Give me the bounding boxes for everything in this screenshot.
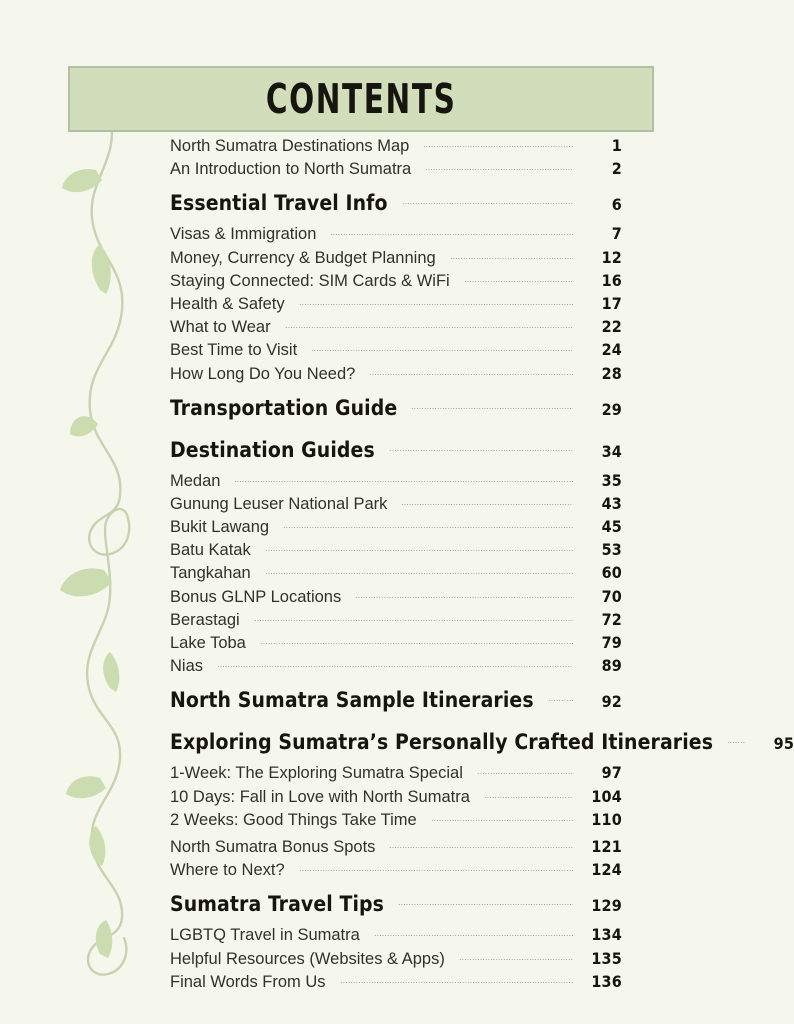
toc-section-label: Sumatra Travel Tips	[170, 892, 385, 917]
toc-leader-dots	[369, 374, 573, 375]
toc-page-number: 28	[601, 363, 622, 383]
toc-page-number: 7	[611, 224, 622, 244]
toc-entry-label: Final Words From Us	[170, 972, 326, 991]
toc-leader-dots	[374, 935, 573, 936]
toc-page-number: 110	[591, 809, 622, 829]
toc-section-label: North Sumatra Sample Itineraries	[170, 688, 534, 713]
toc-entry-label: Gunung Leuser National Park	[170, 494, 388, 513]
toc-entry-row[interactable]	[170, 787, 622, 810]
toc-entry-row[interactable]	[170, 364, 622, 387]
toc-entry-label: Money, Currency & Budget Planning	[170, 248, 436, 267]
toc-page-number: 1	[611, 136, 622, 155]
toc-entry-label: North Sumatra Bonus Spots	[170, 837, 376, 856]
contents-banner	[68, 66, 654, 132]
toc-section-row[interactable]	[170, 438, 622, 471]
toc-section-label: Essential Travel Info	[170, 191, 388, 216]
toc-entry-label: 2 Weeks: Good Things Take Time	[170, 810, 417, 829]
toc-entry-row[interactable]	[170, 340, 622, 363]
toc-entry-label: Where to Next?	[170, 861, 285, 880]
toc-leader-dots	[389, 450, 573, 451]
toc-entry-row[interactable]	[170, 610, 622, 633]
toc-leader-dots	[464, 281, 573, 282]
toc-leader-dots	[401, 504, 573, 505]
toc-entry-row[interactable]	[170, 563, 622, 586]
toc-entry-label: Tangkahan	[170, 564, 251, 583]
toc-leader-dots	[254, 620, 573, 621]
toc-leader-dots	[402, 203, 573, 204]
page-title: CONTENTS	[265, 75, 457, 123]
toc-leader-dots	[299, 304, 573, 305]
toc-entry-label: LGBTQ Travel in Sumatra	[170, 926, 360, 945]
toc-entry-label: Batu Katak	[170, 541, 251, 560]
toc-section-row[interactable]	[170, 892, 622, 925]
toc-entry-row[interactable]	[170, 633, 622, 656]
toc-page-number: 129	[591, 896, 622, 916]
toc-page-number: 70	[601, 586, 622, 606]
toc-section-row[interactable]	[170, 191, 622, 224]
toc-leader-dots	[299, 870, 573, 871]
toc-page-number: 2	[611, 159, 622, 179]
toc-leader-dots	[283, 527, 573, 528]
toc-leader-dots	[285, 327, 573, 328]
toc-leader-dots	[548, 700, 573, 701]
toc-section-label: Destination Guides	[170, 437, 375, 462]
toc-entry-label: North Sumatra Destinations Map	[170, 137, 410, 155]
toc-page-number: 95	[773, 734, 794, 754]
toc-leader-dots	[217, 666, 573, 667]
toc-leader-dots	[260, 643, 573, 644]
toc-section-row[interactable]	[170, 688, 622, 721]
toc-entry-row[interactable]	[170, 925, 622, 948]
toc-entry-label: Lake Toba	[170, 634, 246, 652]
toc-entry-row[interactable]	[170, 949, 622, 972]
toc-entry-row[interactable]	[170, 540, 622, 563]
toc-leader-dots	[477, 773, 573, 774]
toc-leader-dots	[234, 481, 573, 482]
toc-page-number: 121	[591, 836, 622, 856]
toc-leader-dots	[450, 258, 573, 259]
toc-entry-label: Best Time to Visit	[170, 341, 298, 360]
toc-page-number: 104	[591, 786, 622, 806]
toc-page-number: 16	[601, 270, 622, 290]
toc-page-number: 72	[601, 609, 622, 629]
toc-entry-row[interactable]	[170, 471, 622, 494]
toc-entry-row[interactable]	[170, 294, 622, 317]
toc-entry-label: 1-Week: The Exploring Sumatra Special	[170, 764, 463, 783]
toc-leader-dots	[398, 904, 573, 905]
toc-page-number: 124	[591, 860, 622, 880]
toc-entry-label: 10 Days: Fall in Love with North Sumatra	[170, 787, 470, 806]
toc-page-number: 17	[601, 293, 622, 313]
toc-page-number: 134	[591, 925, 622, 945]
toc-leader-dots	[459, 959, 573, 960]
toc-page-number: 24	[601, 340, 622, 360]
toc-entry-row[interactable]	[170, 136, 622, 159]
toc-entry-label: Berastagi	[170, 610, 240, 629]
toc-entry-row[interactable]	[170, 271, 622, 294]
toc-page-number: 92	[601, 692, 622, 712]
toc-entry-label: Nias	[170, 657, 204, 676]
toc-page-number: 136	[591, 971, 622, 991]
toc-entry-row[interactable]	[170, 494, 622, 517]
toc-page-number: 60	[601, 563, 622, 583]
toc-page-number: 6	[611, 195, 622, 215]
toc-list	[170, 136, 794, 995]
toc-page-number: 97	[601, 763, 622, 783]
toc-leader-dots	[355, 597, 573, 598]
toc-entry-row[interactable]	[170, 248, 622, 271]
toc-page-number: 22	[601, 317, 622, 337]
toc-entry-label: How Long Do You Need?	[170, 364, 356, 383]
toc-page-number: 34	[601, 441, 622, 461]
toc-entry-row[interactable]	[170, 317, 622, 340]
toc-entry-label: Bonus GLNP Locations	[170, 587, 342, 606]
toc-entry-label: Visas & Immigration	[170, 225, 317, 244]
toc-page-number: 79	[601, 633, 622, 652]
toc-section-label: Exploring Sumatra’s Personally Crafted Itineraries	[170, 730, 714, 755]
toc-leader-dots	[340, 982, 573, 983]
toc-page-number: 35	[601, 470, 622, 490]
toc-leader-dots	[311, 350, 573, 351]
toc-section-row[interactable]	[170, 396, 622, 429]
toc-entry-row[interactable]	[170, 587, 622, 610]
toc-entry-label: Health & Safety	[170, 294, 285, 313]
toc-section-label: Transportation Guide	[170, 395, 398, 420]
toc-entry-row[interactable]	[170, 224, 622, 247]
toc-leader-dots	[265, 573, 573, 574]
toc-page-number: 53	[601, 540, 622, 560]
toc-leader-dots	[727, 742, 745, 743]
vine-decoration	[48, 118, 178, 978]
toc-page-number: 12	[601, 247, 622, 267]
toc-entry-label: What to Wear	[170, 318, 271, 337]
toc-entry-row[interactable]	[170, 972, 622, 995]
toc-page-number: 135	[591, 948, 622, 968]
toc-leader-dots	[411, 408, 573, 409]
toc-leader-dots	[484, 797, 573, 798]
toc-entry-label: An Introduction to North Sumatra	[170, 160, 412, 179]
toc-leader-dots	[389, 847, 573, 848]
toc-page-number: 29	[601, 399, 622, 419]
toc-entry-row[interactable]	[170, 837, 622, 860]
toc-page-number: 43	[601, 493, 622, 513]
toc-entry-row[interactable]	[170, 860, 622, 883]
toc-entry-row[interactable]	[170, 656, 622, 679]
toc-section-row[interactable]	[170, 730, 794, 763]
toc-entry-label: Bukit Lawang	[170, 518, 270, 537]
vine-leaves	[60, 169, 119, 958]
toc-entry-row[interactable]	[170, 517, 622, 540]
toc-leader-dots	[265, 550, 573, 551]
toc-leader-dots	[330, 234, 573, 235]
toc-leader-dots	[431, 820, 573, 821]
toc-entry-row[interactable]	[170, 763, 622, 786]
toc-page-number: 89	[601, 656, 622, 676]
toc-page-number: 45	[601, 517, 622, 537]
toc-entry-row[interactable]	[170, 810, 622, 833]
toc-entry-label: Medan	[170, 471, 221, 490]
toc-leader-dots	[423, 146, 573, 147]
toc-entry-row[interactable]	[170, 159, 622, 182]
toc-leader-dots	[425, 169, 573, 170]
toc-entry-label: Staying Connected: SIM Cards & WiFi	[170, 271, 450, 290]
toc-entry-label: Helpful Resources (Websites & Apps)	[170, 949, 445, 968]
